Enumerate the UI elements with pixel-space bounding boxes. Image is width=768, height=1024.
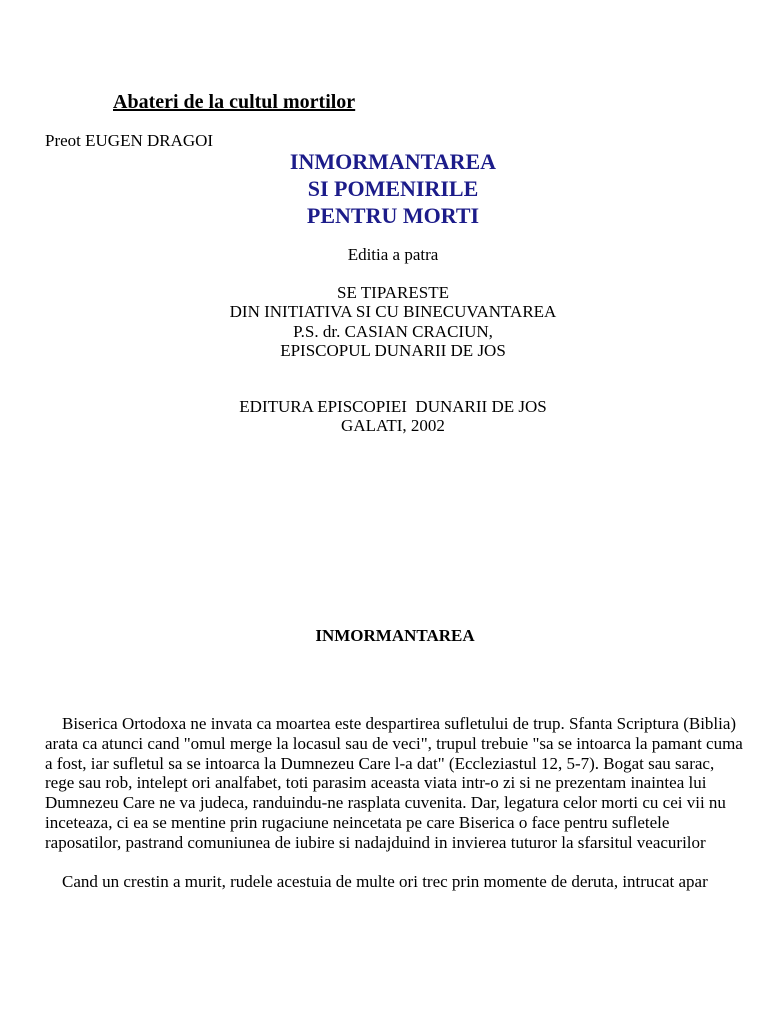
book-title xyxy=(45,148,741,229)
body-paragraph-2 xyxy=(45,872,757,892)
author-line: Preot EUGEN DRAGOI xyxy=(45,131,214,150)
publisher-line-1: EDITURA EPISCOPIEI DUNARII DE JOS xyxy=(239,397,547,416)
paragraph-line: a fost, iar sufletul sa se intoarca la Dumnezeu Care l-a dat" (Eccleziastul 12, 5-7). Bogat sau sarac, xyxy=(45,753,715,773)
paragraph-line: Biserica Ortodoxa ne invata ca moartea este despartirea sufletului de trup. Sfanta Scriptura (Biblia) xyxy=(62,714,737,733)
section-heading: INMORMANTAREA xyxy=(315,626,475,645)
blessing-block xyxy=(45,283,741,360)
book-title-line-2: SI POMENIRILE xyxy=(307,176,479,201)
body-paragraph-1 xyxy=(45,714,757,853)
paragraph-line: Dumnezeu Care ne va judeca, randuindu-ne rasplata cuvenita. Dar, legatura celor morti cu cei vii nu xyxy=(45,793,726,813)
publisher-block xyxy=(45,397,741,436)
paragraph-line: arata ca atunci cand "omul merge la locasul sau de veci", trupul trebuie "sa se intoarca la pamant cuma xyxy=(45,733,743,753)
document-header-title: Abateri de la cultul mortilor xyxy=(113,91,356,113)
publisher-line-2: GALATI, 2002 xyxy=(341,416,445,436)
blessing-line-2: DIN INITIATIVA SI CU BINECUVANTAREA xyxy=(229,302,557,322)
blessing-line-3: P.S. dr. CASIAN CRACIUN, xyxy=(293,321,493,341)
blessing-line-1: SE TIPARESTE xyxy=(337,283,449,302)
paragraph-line: rege sau rob, intelept ori analfabet, toti parasim aceasta viata intr-o zi si ne prezentam inaintea lui xyxy=(45,773,707,793)
book-title-line-1: INMORMANTAREA xyxy=(289,149,497,174)
paragraph-line: inceteaza, ci ea se mentine prin rugaciune neincetata pe care Biserica o face pentru sufletele xyxy=(45,813,670,833)
paragraph-line: raposatilor, pastrand comuniunea de iubire si nadajduind in invierea tuturor la sfarsitul veacurilor xyxy=(45,832,706,852)
blessing-line-4: EPISCOPUL DUNARII DE JOS xyxy=(280,340,506,360)
edition-line: Editia a patra xyxy=(347,245,439,264)
book-title-line-3: PENTRU MORTI xyxy=(306,203,480,228)
paragraph-line: Cand un crestin a murit, rudele acestuia de multe ori trec prin momente de deruta, intrucat apar xyxy=(62,872,708,891)
